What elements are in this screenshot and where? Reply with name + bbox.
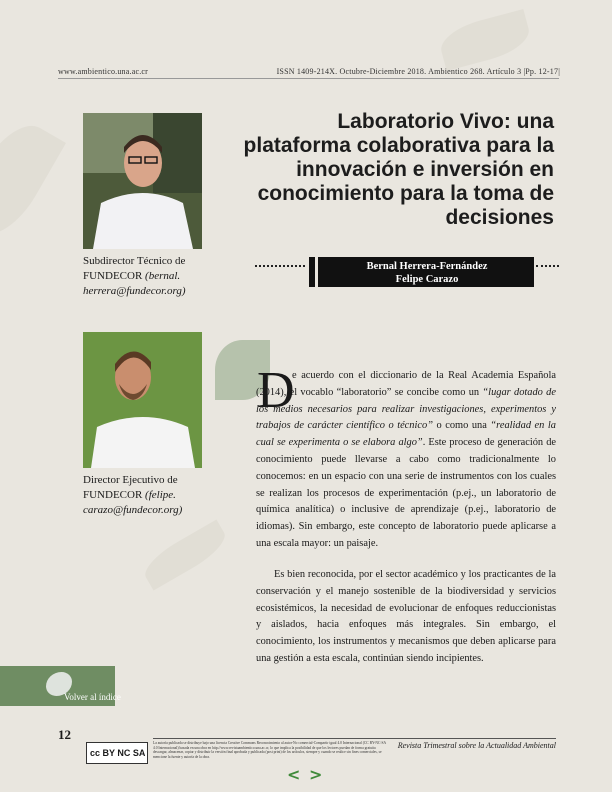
caption-role: Director Ejecutivo de FUNDECOR: [83, 474, 178, 501]
header-rule: [58, 78, 559, 79]
author-caption-bernal: [83, 254, 213, 299]
author-photo-bernal: [83, 113, 202, 249]
dotted-rule: [255, 265, 305, 267]
journal-url[interactable]: www.ambientico.una.ac.cr: [58, 67, 149, 76]
page-number: 12: [58, 727, 71, 742]
article-title: Laboratorio Vivo: una plataforma colaborativa para la innovación e inversión en conocimiento para la toma de decisiones: [243, 110, 554, 229]
background-leaf: [139, 520, 232, 591]
background-leaf: [436, 9, 533, 71]
caption-email[interactable]: (felipe. carazo@fundecor.org): [83, 489, 183, 516]
caption-email[interactable]: (bernal. herrera@fundecor.org): [83, 270, 186, 297]
definition-quote: “lugar dotado de los medios necesarios para realizar investigaciones, experimentos y trabajos de carácter científico o técnico”: [256, 386, 556, 432]
author-caption-felipe: [83, 473, 213, 518]
author-photo-felipe: [83, 332, 202, 468]
cc-badge-text: cc BY NC SA: [90, 748, 146, 758]
back-to-index-label[interactable]: Volver al índice: [64, 692, 121, 702]
dotted-rule: [536, 265, 559, 267]
paragraph-text: o como una: [432, 420, 491, 432]
paragraph-text: e acuerdo con el diccionario de la Real Academia Española (2014), el vocablo “laboratorio” se concibe como un: [256, 370, 556, 398]
authors-bar-gap: [315, 257, 318, 287]
paragraph-text: . Este proceso de generación de conocimiento puede llevarse a cabo como tradicionalmente lo conocemos: en un espacio con una serie de instrumentos con los cuales se realizan los procesos de experimentación (p.ej., un laboratorio de química analítica) o inclusive de aprendizaje (p.ej., laboratorio de idiomas). Sin embargo, este concepto de laboratorio puede aplicarse a una escala mayor: un paisaje.: [256, 437, 556, 549]
dropcap-spacer: [256, 368, 292, 369]
paragraph-1: [256, 362, 556, 553]
license-text: La autoría publicada se distribuye bajo una licencia Creative Commons Reconocimiento al autor-No comercial-Compartir igual 4.0 Internacional (CC BY-NC-SA 4.0 Internacional) basada en una obra en http://www.revistaambientico.una.ac.cr, lo que implica la posibilidad de que los lectores puedan de forma gratuita descargar, almacenar, copiar y distribuir la versión final aprobada y publicada (post print) de los artículos, siempre y cuando se realice sin fines comerciales, se mencione la fuente y autoría de la obra.: [153, 741, 386, 759]
authors: [322, 260, 532, 286]
journal-tagline: Revista Trimestral sobre la Actualidad Ambiental: [397, 741, 556, 750]
cc-license-badge[interactable]: [86, 742, 148, 764]
next-page-arrow[interactable]: >: [309, 765, 323, 784]
issue-info: ISSN 1409-214X. Octubre-Diciembre 2018. Ambientico 268. Artículo 3 |Pp. 12-17|: [276, 67, 560, 76]
background-leaf: [0, 113, 66, 247]
caption-role: Subdirector Técnico de FUNDECOR: [83, 255, 186, 282]
author-name: Felipe Carazo: [395, 274, 459, 285]
author-name: Bernal Herrera-Fernández: [366, 261, 488, 272]
prev-page-arrow[interactable]: <: [287, 765, 301, 784]
definition-quote: “realidad en la cual se experimenta o se elabora algo”: [256, 420, 556, 449]
dropcap-spacer: [220, 369, 256, 403]
paragraph-2: Es bien reconocida, por el sector académico y los practicantes de la conservación y el manejo sostenible de la biodiversidad y servicios ecosistémicos, la necesidad de evolucionar de enfoques reduccionistas y aislados, hacia enfoques más integrales. Sin embargo, el conocimiento, los instrumentos y mecanismos que deben aplicarse para una gestión a esta escala, continúan siendo incipientes.: [256, 569, 556, 664]
footer-rule: [153, 738, 556, 739]
drop-cap: D: [257, 362, 295, 419]
